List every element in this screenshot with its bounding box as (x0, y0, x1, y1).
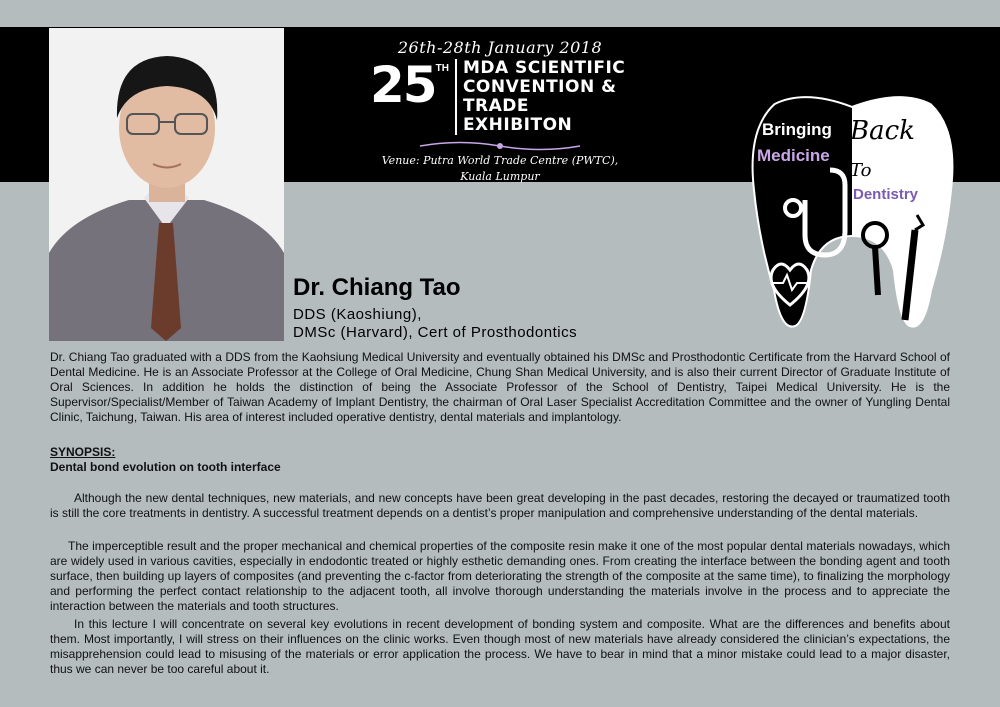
ornament-divider-icon (415, 139, 585, 153)
synopsis-paragraph-1: Although the new dental techniques, new materials, and new concepts have been great developing in the past decades, restoring the decayed or traumatized tooth is still the core treatments in dentistry. A successful treatment depends on a dentist’s proper manipulation and comprehensive understanding of the dental materials. (50, 491, 950, 520)
tooth-theme-logo (745, 90, 960, 335)
theme-word-bringing: Bringing (762, 120, 832, 139)
speaker-bio: Dr. Chiang Tao graduated with a DDS from the Kaohsiung Medical University and eventually obtained his DMSc and Prosthodontic Certificate from the Harvard School of Dental Medicine. He is an Associate Professor at the College of Oral Medicine, Chung Shan Medical University, and is also their current Director of Graduate Institute of Oral Sciences. In addition he holds the distinction of being the Associate Professor of the School of Dentistry, Taipei Medical University. He is the Supervisor/Specialist/Member of Taiwan Academy of Implant Dentistry, the chairman of Oral Laser Specialist Accreditation Committee and the owner of Yungling Dental Clinic, Taichung, Taiwan. His area of interest included operative dentistry, dental materials and implantology. (50, 350, 950, 424)
theme-word-back: Back (850, 116, 915, 146)
synopsis-paragraph-2: The imperceptible result and the proper mechanical and chemical properties of the composite resin make it one of the most popular dental materials nowadays, which are widely used in various cavities, especially in endodontic treated or highly esthetic demanding ones. From creating the interface between the bonding agent and tooth surface, then building up layers of composites (and preventing the c-factor from deteriorating the strength of the composite at the same time), to finalizing the morphology and performing the perfect contact relationship to the adjacent tooth, all involve thorough understanding the materials involve in the process and to appreciate the interaction between the materials and tooth structures. (50, 539, 950, 613)
theme-word-medicine: Medicine (757, 146, 830, 165)
speaker-name: Dr. Chiang Tao (293, 274, 461, 301)
synopsis-title: Dental bond evolution on tooth interface (50, 460, 281, 474)
speaker-credential-2: DMSc (Harvard), Cert of Prosthodontics (293, 324, 578, 341)
speaker-credential-1: DDS (Kaoshiung), (293, 306, 422, 323)
event-venue-line1: Venue: Putra World Trade Centre (PWTC), (381, 154, 619, 167)
event-title-line2: CONVENTION & (462, 77, 617, 97)
synopsis-paragraph-3: In this lecture I will concentrate on several key evolutions in recent development of bonding system and composite. What are the differences and benefits about them. Most importantly, I will stress on their influences on the clinic works. Even though most of new materials have already considered the clinician’s expectations, the misapprehension could lead to misusing of the materials or error application the process. We have to bear in mind that a minor mistake could lead to a major disaster, thus we can never be too careful about it. (50, 617, 950, 676)
theme-word-dentistry: Dentistry (853, 186, 919, 203)
event-number-suffix: TH (435, 63, 449, 74)
event-title-line1: MDA SCIENTIFIC (462, 58, 626, 78)
event-logo (370, 38, 630, 185)
event-number: 25 (370, 56, 436, 114)
event-title (455, 59, 630, 135)
synopsis-heading: SYNOPSIS: (50, 445, 116, 459)
event-title-line3: TRADE EXHIBITON (462, 96, 573, 135)
theme-word-to: To (850, 160, 872, 181)
event-venue-line2: Kuala Lumpur (460, 170, 540, 183)
speaker-photo (49, 28, 284, 341)
event-date: 26th-28th January 2018 (397, 38, 603, 57)
